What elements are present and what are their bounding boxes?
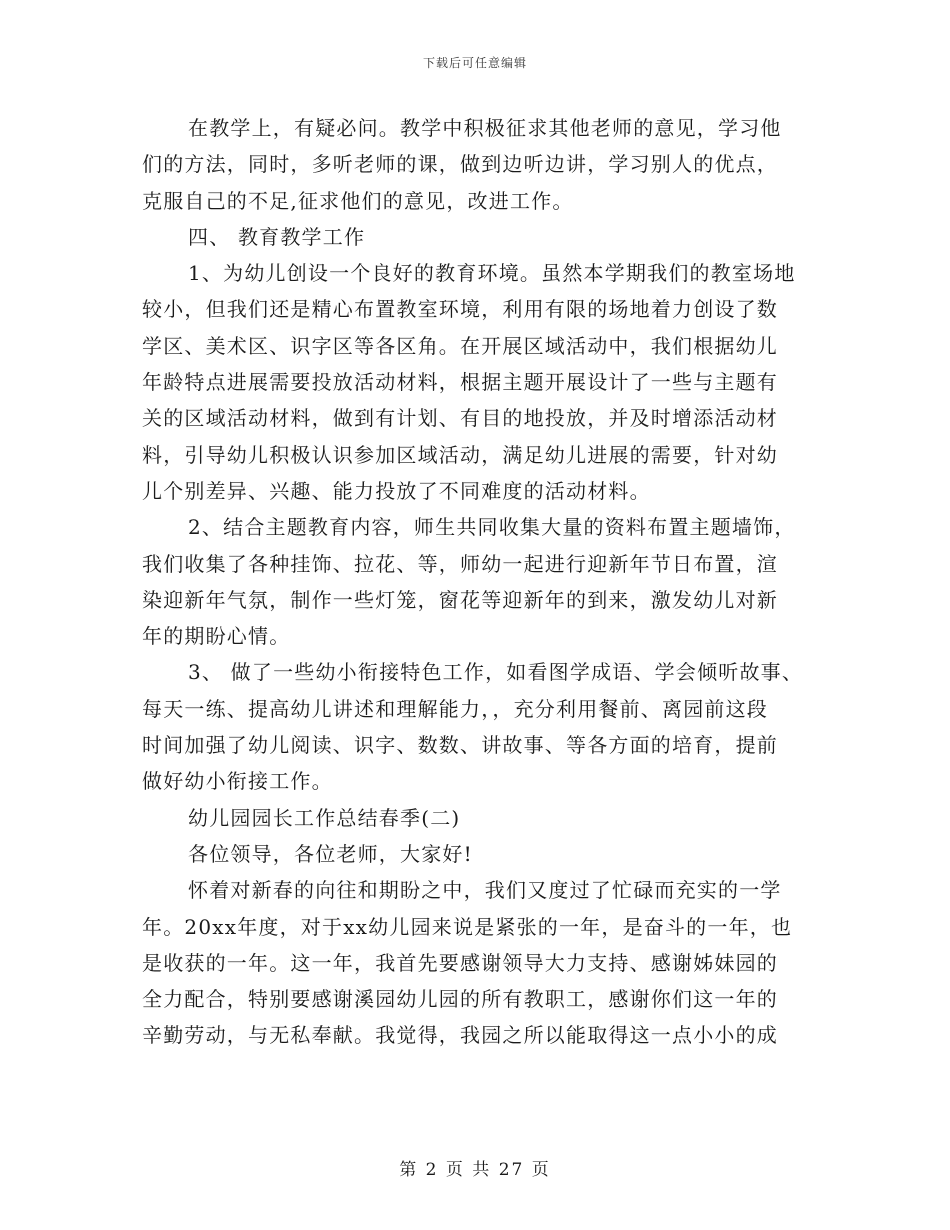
text-line: 2、结合主题教育内容，师生共同收集大量的资料布置主题墙饰， xyxy=(188,515,796,540)
text-line: 1、为幼儿创设一个良好的教育环境。虽然本学期我们的教室场地 xyxy=(188,261,796,286)
text-line: 全力配合，特别要感谢溪园幼儿园的所有教职工，感谢你们这一年的 xyxy=(142,987,778,1012)
text-line: 料，引导幼儿积极认识参加区域活动，满足幼儿进展的需要，针对幼 xyxy=(142,442,778,467)
text-line: 幼儿园园长工作总结春季(二) xyxy=(188,805,461,830)
text-line: 时间加强了幼儿阅读、识字、数数、讲故事、等各方面的培育，提前 xyxy=(142,733,778,758)
text-line: 年龄特点进展需要投放活动材料，根据主题开展设计了一些与主题有 xyxy=(142,370,778,395)
text-line: 年。20xx年度，对于xx幼儿园来说是紧张的一年，是奋斗的一年，也 xyxy=(142,914,793,939)
document-body xyxy=(142,110,810,1054)
text-line: 每天一练、提高幼儿讲述和理解能力，，充分利用餐前、离园前这段 xyxy=(142,696,768,721)
text-line: 们的方法，同时，多听老师的课，做到边听边讲，学习别人的优点， xyxy=(142,152,778,177)
page-header: 下载后可任意编辑 xyxy=(422,56,527,70)
text-line: 较小，但我们还是精心布置教室环境，利用有限的场地着力创设了数 xyxy=(142,297,778,322)
text-line: 各位领导，各位老师，大家好! xyxy=(188,841,473,866)
text-line: 怀着对新春的向往和期盼之中，我们又度过了忙碌而充实的一学 xyxy=(188,878,782,903)
text-line: 做好幼小衔接工作。 xyxy=(142,769,333,794)
text-line: 染迎新年气氛，制作一些灯笼，窗花等迎新年的到来，激发幼儿对新 xyxy=(142,587,778,612)
text-line: 辛勤劳动，与无私奉献。我觉得，我园之所以能取得这一点小小的成 xyxy=(142,1023,778,1048)
text-line: 四、 教育教学工作 xyxy=(188,224,366,249)
text-line: 儿个别差异、兴趣、能力投放了不同难度的活动材料。 xyxy=(142,478,651,503)
text-line: 年的期盼心情。 xyxy=(142,624,291,649)
text-line: 在教学上，有疑必问。教学中积极征求其他老师的意见，学习他 xyxy=(188,116,782,140)
text-line: 我们收集了各种挂饰、拉花、等，师幼一起进行迎新年节日布置，渲 xyxy=(142,551,778,576)
text-line: 3、 做了一些幼小衔接特色工作，如看图学成语、学会倾听故事、 xyxy=(188,660,804,685)
text-line: 克服自己的不足,征求他们的意见，改进工作。 xyxy=(142,188,574,213)
page-number-footer: 第 2 页 共 27 页 xyxy=(399,1160,551,1180)
text-line: 关的区域活动材料，做到有计划、有目的地投放，并及时增添活动材 xyxy=(142,406,778,431)
text-line: 学区、美术区、识字区等各区角。在开展区域活动中，我们根据幼儿 xyxy=(142,333,778,358)
text-line: 是收获的一年。这一年，我首先要感谢领导大力支持、感谢姊妹园的 xyxy=(142,950,778,975)
